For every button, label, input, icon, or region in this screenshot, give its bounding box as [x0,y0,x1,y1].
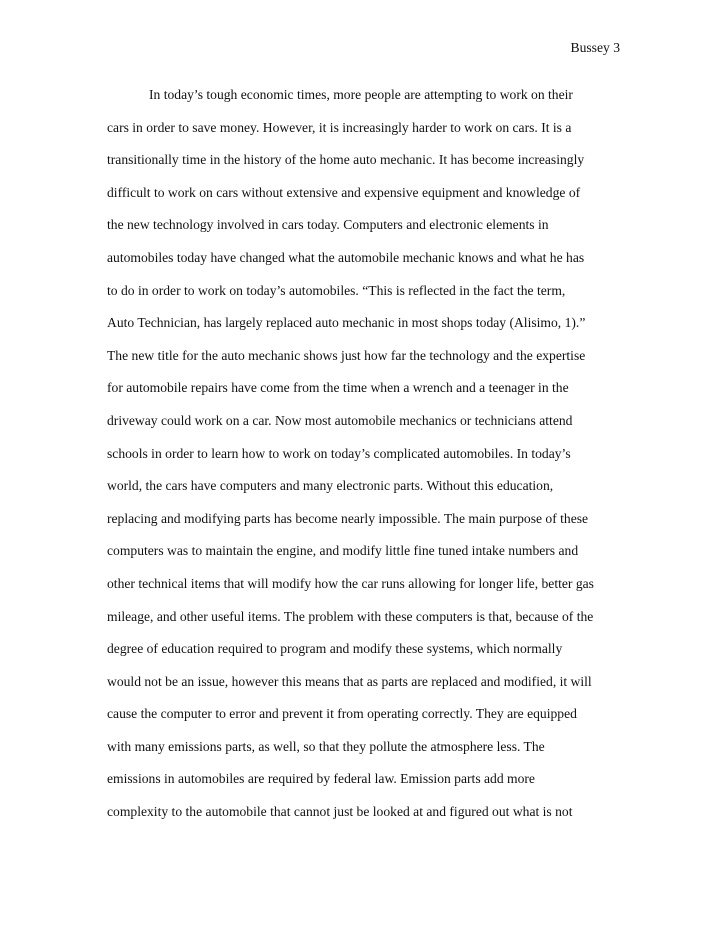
text-line: In today’s tough economic times, more people are attempting to work on their [149,87,573,102]
text-line: emissions in automobiles are required by federal law. Emission parts add more [107,771,535,787]
text-line: cars in order to save money. However, it is increasingly harder to work on cars. It is a [107,119,572,135]
text-line: would not be an issue, however this means that as parts are replaced and modified, it will [107,673,592,689]
text-line: replacing and modifying parts has become nearly impossible. The main purpose of these [107,510,589,526]
text-line: other technical items that will modify how the car runs allowing for longer life, better gas [107,575,594,591]
body-paragraph [107,79,627,829]
text-line: world, the cars have computers and many electronic parts. Without this education, [107,478,554,494]
text-line: computers was to maintain the engine, and modify little fine tuned intake numbers and [107,543,579,559]
text-line: automobiles today have changed what the automobile mechanic knows and what he has [107,249,585,265]
text-line: with many emissions parts, as well, so that they pollute the atmosphere less. The [107,738,545,754]
text-line: The new title for the auto mechanic shows just how far the technology and the expertise [107,347,586,363]
running-head: Bussey 3 [570,40,620,55]
text-line: schools in order to learn how to work on today’s complicated automobiles. In today’s [107,445,571,461]
text-line: cause the computer to error and prevent it from operating correctly. They are equipped [107,706,577,722]
text-line: mileage, and other useful items. The problem with these computers is that, because of the [107,608,594,624]
text-line: for automobile repairs have come from the time when a wrench and a teenager in the [107,380,569,396]
text-line: transitionally time in the history of the home auto mechanic. It has become increasingly [107,152,585,168]
text-line: to do in order to work on today’s automobiles. “This is reflected in the fact the term, [107,282,566,298]
text-line: Auto Technician, has largely replaced auto mechanic in most shops today (Alisimo, 1).” [107,315,586,331]
text-line: complexity to the automobile that cannot just be looked at and figured out what is not [107,804,573,820]
text-line: difficult to work on cars without extensive and expensive equipment and knowledge of [107,184,581,200]
text-line: the new technology involved in cars today. Computers and electronic elements in [107,217,549,233]
text-line: driveway could work on a car. Now most automobile mechanics or technicians attend [107,412,573,428]
text-line: degree of education required to program and modify these systems, which normally [107,641,563,657]
